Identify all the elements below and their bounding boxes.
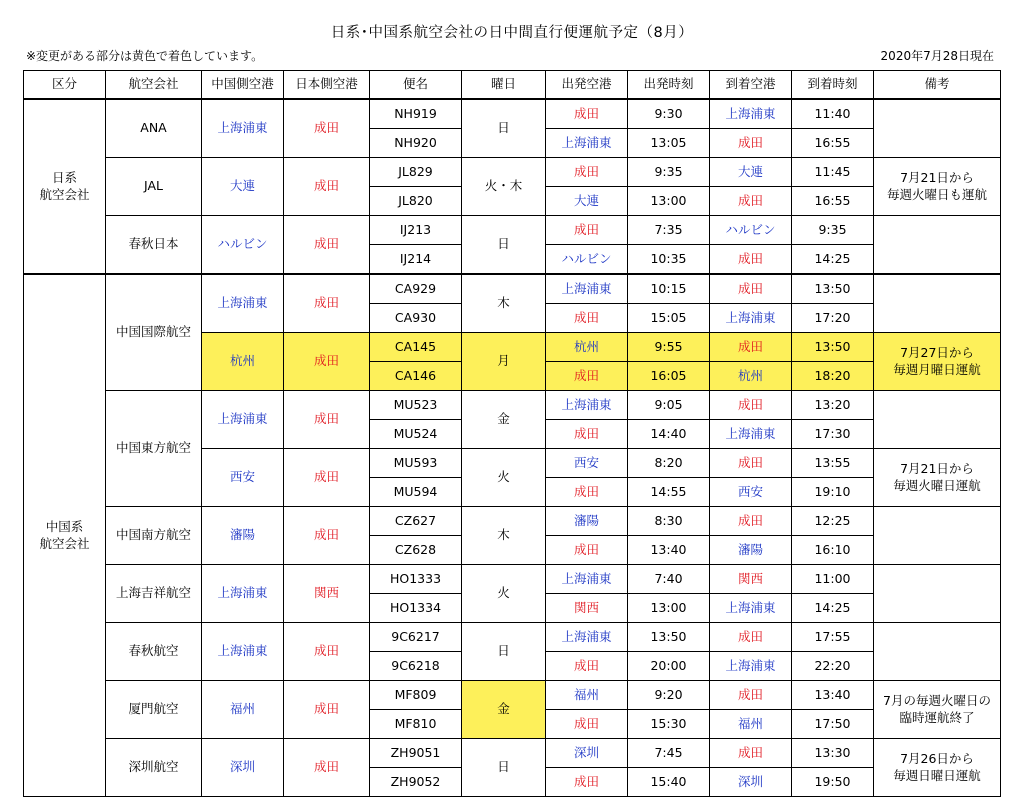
highlight-note: ※変更がある部分は黄色で着色しています。 <box>26 49 264 63</box>
flight-number: MU524 <box>370 420 462 449</box>
japan-airport: 成田 <box>284 158 370 216</box>
departure-time: 10:35 <box>628 245 710 275</box>
header-day: 曜日 <box>462 71 546 100</box>
arrival-time: 19:10 <box>792 478 874 507</box>
category-cell: 日系 航空会社 <box>24 99 106 274</box>
arrival-airport: 大連 <box>710 158 792 187</box>
flight-number: HO1334 <box>370 594 462 623</box>
departure-airport: 成田 <box>546 158 628 187</box>
header-remarks: 備考 <box>874 71 1001 100</box>
china-airport: ハルビン <box>202 216 284 275</box>
operating-day: 金 <box>462 681 546 739</box>
arrival-time: 13:55 <box>792 449 874 478</box>
japan-airport: 関西 <box>284 565 370 623</box>
flight-row <box>24 274 1001 304</box>
flight-number: ZH9052 <box>370 768 462 797</box>
arrival-time: 17:30 <box>792 420 874 449</box>
arrival-airport: 瀋陽 <box>710 536 792 565</box>
arrival-airport: 成田 <box>710 449 792 478</box>
arrival-time: 16:55 <box>792 129 874 158</box>
departure-time: 15:05 <box>628 304 710 333</box>
departure-airport: 成田 <box>546 362 628 391</box>
flight-number: ZH9051 <box>370 739 462 768</box>
remarks-cell <box>874 507 1001 565</box>
flight-number: CZ627 <box>370 507 462 536</box>
flight-row <box>24 507 1001 536</box>
flight-row <box>24 739 1001 768</box>
departure-time: 9:20 <box>628 681 710 710</box>
arrival-airport: 成田 <box>710 129 792 158</box>
airline-name: 深圳航空 <box>106 739 202 797</box>
japan-airport: 成田 <box>284 274 370 333</box>
departure-airport: 上海浦東 <box>546 129 628 158</box>
departure-airport: 成田 <box>546 478 628 507</box>
departure-airport: 成田 <box>546 536 628 565</box>
china-airport: 福州 <box>202 681 284 739</box>
departure-time: 13:50 <box>628 623 710 652</box>
departure-airport: 杭州 <box>546 333 628 362</box>
arrival-airport: 上海浦東 <box>710 99 792 129</box>
header-departure-time: 出発時刻 <box>628 71 710 100</box>
departure-airport: 成田 <box>546 420 628 449</box>
departure-airport: 成田 <box>546 768 628 797</box>
departure-airport: 上海浦東 <box>546 565 628 594</box>
arrival-time: 13:30 <box>792 739 874 768</box>
flight-number: NH919 <box>370 99 462 129</box>
remarks-cell: 7月21日から 毎週火曜日も運航 <box>874 158 1001 216</box>
airline-name: 中国国際航空 <box>106 274 202 391</box>
departure-airport: 成田 <box>546 304 628 333</box>
operating-day: 月 <box>462 333 546 391</box>
japan-airport: 成田 <box>284 391 370 449</box>
departure-airport: 上海浦東 <box>546 623 628 652</box>
departure-time: 7:45 <box>628 739 710 768</box>
arrival-time: 13:50 <box>792 274 874 304</box>
departure-airport: 上海浦東 <box>546 391 628 420</box>
remarks-cell <box>874 565 1001 623</box>
airline-name: 厦門航空 <box>106 681 202 739</box>
departure-airport: ハルビン <box>546 245 628 275</box>
departure-time: 15:30 <box>628 710 710 739</box>
arrival-time: 17:50 <box>792 710 874 739</box>
departure-time: 8:30 <box>628 507 710 536</box>
flight-row <box>24 623 1001 652</box>
arrival-time: 22:20 <box>792 652 874 681</box>
flight-number: MU593 <box>370 449 462 478</box>
operating-day: 日 <box>462 216 546 275</box>
remarks-cell: 7月21日から 毎週火曜日運航 <box>874 449 1001 507</box>
arrival-airport: 成田 <box>710 187 792 216</box>
arrival-airport: 上海浦東 <box>710 304 792 333</box>
flight-schedule-table <box>23 70 1001 797</box>
departure-time: 9:35 <box>628 158 710 187</box>
japan-airport: 成田 <box>284 681 370 739</box>
departure-time: 7:40 <box>628 565 710 594</box>
arrival-time: 16:55 <box>792 187 874 216</box>
flight-number: HO1333 <box>370 565 462 594</box>
remarks-cell <box>874 274 1001 333</box>
arrival-airport: ハルビン <box>710 216 792 245</box>
departure-time: 14:40 <box>628 420 710 449</box>
departure-airport: 成田 <box>546 710 628 739</box>
arrival-airport: 関西 <box>710 565 792 594</box>
departure-airport: 福州 <box>546 681 628 710</box>
arrival-airport: 福州 <box>710 710 792 739</box>
arrival-time: 11:00 <box>792 565 874 594</box>
japan-airport: 成田 <box>284 507 370 565</box>
remarks-cell <box>874 99 1001 158</box>
airline-name: 上海吉祥航空 <box>106 565 202 623</box>
arrival-airport: 上海浦東 <box>710 652 792 681</box>
operating-day: 木 <box>462 274 546 333</box>
arrival-airport: 上海浦東 <box>710 594 792 623</box>
remarks-cell <box>874 623 1001 681</box>
china-airport: 大連 <box>202 158 284 216</box>
flight-row <box>24 391 1001 420</box>
flight-number: MF809 <box>370 681 462 710</box>
flight-number: CA145 <box>370 333 462 362</box>
departure-time: 9:55 <box>628 333 710 362</box>
header-arrival-time: 到着時刻 <box>792 71 874 100</box>
arrival-airport: 成田 <box>710 681 792 710</box>
japan-airport: 成田 <box>284 216 370 275</box>
departure-time: 15:40 <box>628 768 710 797</box>
japan-airport: 成田 <box>284 99 370 158</box>
japan-airport: 成田 <box>284 623 370 681</box>
departure-time: 10:15 <box>628 274 710 304</box>
remarks-cell <box>874 216 1001 275</box>
china-airport: 上海浦東 <box>202 565 284 623</box>
header-airline: 航空会社 <box>106 71 202 100</box>
departure-time: 8:20 <box>628 449 710 478</box>
arrival-time: 11:40 <box>792 99 874 129</box>
arrival-airport: 成田 <box>710 245 792 275</box>
departure-airport: 西安 <box>546 449 628 478</box>
flight-row <box>24 216 1001 245</box>
flight-row <box>24 565 1001 594</box>
header-row <box>24 71 1001 100</box>
operating-day: 木 <box>462 507 546 565</box>
airline-name: 中国東方航空 <box>106 391 202 507</box>
header-category: 区分 <box>24 71 106 100</box>
arrival-time: 18:20 <box>792 362 874 391</box>
japan-airport: 成田 <box>284 333 370 391</box>
operating-day: 金 <box>462 391 546 449</box>
flight-number: 9C6217 <box>370 623 462 652</box>
flight-number: JL829 <box>370 158 462 187</box>
departure-time: 14:55 <box>628 478 710 507</box>
departure-time: 13:05 <box>628 129 710 158</box>
departure-time: 16:05 <box>628 362 710 391</box>
flight-number: MU594 <box>370 478 462 507</box>
arrival-time: 12:25 <box>792 507 874 536</box>
operating-day: 火 <box>462 449 546 507</box>
airline-name: 春秋日本 <box>106 216 202 275</box>
arrival-time: 13:20 <box>792 391 874 420</box>
operating-day: 日 <box>462 99 546 158</box>
china-airport: 杭州 <box>202 333 284 391</box>
arrival-airport: 成田 <box>710 507 792 536</box>
category-cell: 中国系 航空会社 <box>24 274 106 797</box>
arrival-airport: 西安 <box>710 478 792 507</box>
departure-airport: 瀋陽 <box>546 507 628 536</box>
flight-row <box>24 99 1001 129</box>
china-airport: 上海浦東 <box>202 391 284 449</box>
operating-day: 火 <box>462 565 546 623</box>
flight-number: CZ628 <box>370 536 462 565</box>
arrival-time: 11:45 <box>792 158 874 187</box>
header-china-airport: 中国側空港 <box>202 71 284 100</box>
departure-airport: 関西 <box>546 594 628 623</box>
flight-number: MU523 <box>370 391 462 420</box>
departure-time: 13:00 <box>628 594 710 623</box>
china-airport: 深圳 <box>202 739 284 797</box>
flight-number: IJ213 <box>370 216 462 245</box>
japan-airport: 成田 <box>284 449 370 507</box>
remarks-cell: 7月26日から 毎週日曜日運航 <box>874 739 1001 797</box>
arrival-airport: 成田 <box>710 274 792 304</box>
flight-number: CA929 <box>370 274 462 304</box>
header-arrival-airport: 到着空港 <box>710 71 792 100</box>
header-departure-airport: 出発空港 <box>546 71 628 100</box>
airline-name: JAL <box>106 158 202 216</box>
arrival-time: 13:40 <box>792 681 874 710</box>
arrival-time: 16:10 <box>792 536 874 565</box>
airline-name: 春秋航空 <box>106 623 202 681</box>
flight-number: JL820 <box>370 187 462 216</box>
schedule-body <box>24 99 1001 797</box>
china-airport: 上海浦東 <box>202 274 284 333</box>
arrival-time: 14:25 <box>792 245 874 275</box>
flight-row <box>24 158 1001 187</box>
japan-airport: 成田 <box>284 739 370 797</box>
remarks-cell <box>874 391 1001 449</box>
flight-number: CA146 <box>370 362 462 391</box>
arrival-time: 13:50 <box>792 333 874 362</box>
arrival-airport: 成田 <box>710 333 792 362</box>
arrival-time: 17:20 <box>792 304 874 333</box>
departure-time: 9:30 <box>628 99 710 129</box>
departure-time: 9:05 <box>628 391 710 420</box>
flight-number: CA930 <box>370 304 462 333</box>
airline-name: ANA <box>106 99 202 158</box>
china-airport: 西安 <box>202 449 284 507</box>
arrival-airport: 深圳 <box>710 768 792 797</box>
arrival-airport: 上海浦東 <box>710 420 792 449</box>
operating-day: 日 <box>462 739 546 797</box>
arrival-time: 9:35 <box>792 216 874 245</box>
flight-number: MF810 <box>370 710 462 739</box>
china-airport: 上海浦東 <box>202 99 284 158</box>
arrival-airport: 成田 <box>710 623 792 652</box>
arrival-airport: 成田 <box>710 391 792 420</box>
departure-airport: 成田 <box>546 216 628 245</box>
departure-airport: 成田 <box>546 652 628 681</box>
departure-time: 13:40 <box>628 536 710 565</box>
china-airport: 上海浦東 <box>202 623 284 681</box>
operating-day: 日 <box>462 623 546 681</box>
departure-time: 7:35 <box>628 216 710 245</box>
flight-number: 9C6218 <box>370 652 462 681</box>
flight-number: NH920 <box>370 129 462 158</box>
departure-time: 20:00 <box>628 652 710 681</box>
departure-airport: 上海浦東 <box>546 274 628 304</box>
operating-day: 火・木 <box>462 158 546 216</box>
departure-time: 13:00 <box>628 187 710 216</box>
arrival-time: 17:55 <box>792 623 874 652</box>
arrival-airport: 成田 <box>710 739 792 768</box>
header-japan-airport: 日本側空港 <box>284 71 370 100</box>
header-flight-number: 便名 <box>370 71 462 100</box>
departure-airport: 深圳 <box>546 739 628 768</box>
remarks-cell: 7月の毎週火曜日の 臨時運航終了 <box>874 681 1001 739</box>
departure-airport: 成田 <box>546 99 628 129</box>
china-airport: 瀋陽 <box>202 507 284 565</box>
as-of-date: 2020年7月28日現在 <box>880 49 994 63</box>
page-title: 日系･中国系航空会社の日中間直行便運航予定（8月） <box>330 25 694 41</box>
arrival-airport: 杭州 <box>710 362 792 391</box>
arrival-time: 19:50 <box>792 768 874 797</box>
departure-airport: 大連 <box>546 187 628 216</box>
arrival-time: 14:25 <box>792 594 874 623</box>
airline-name: 中国南方航空 <box>106 507 202 565</box>
flight-row <box>24 681 1001 710</box>
remarks-cell: 7月27日から 毎週月曜日運航 <box>874 333 1001 391</box>
flight-number: IJ214 <box>370 245 462 275</box>
